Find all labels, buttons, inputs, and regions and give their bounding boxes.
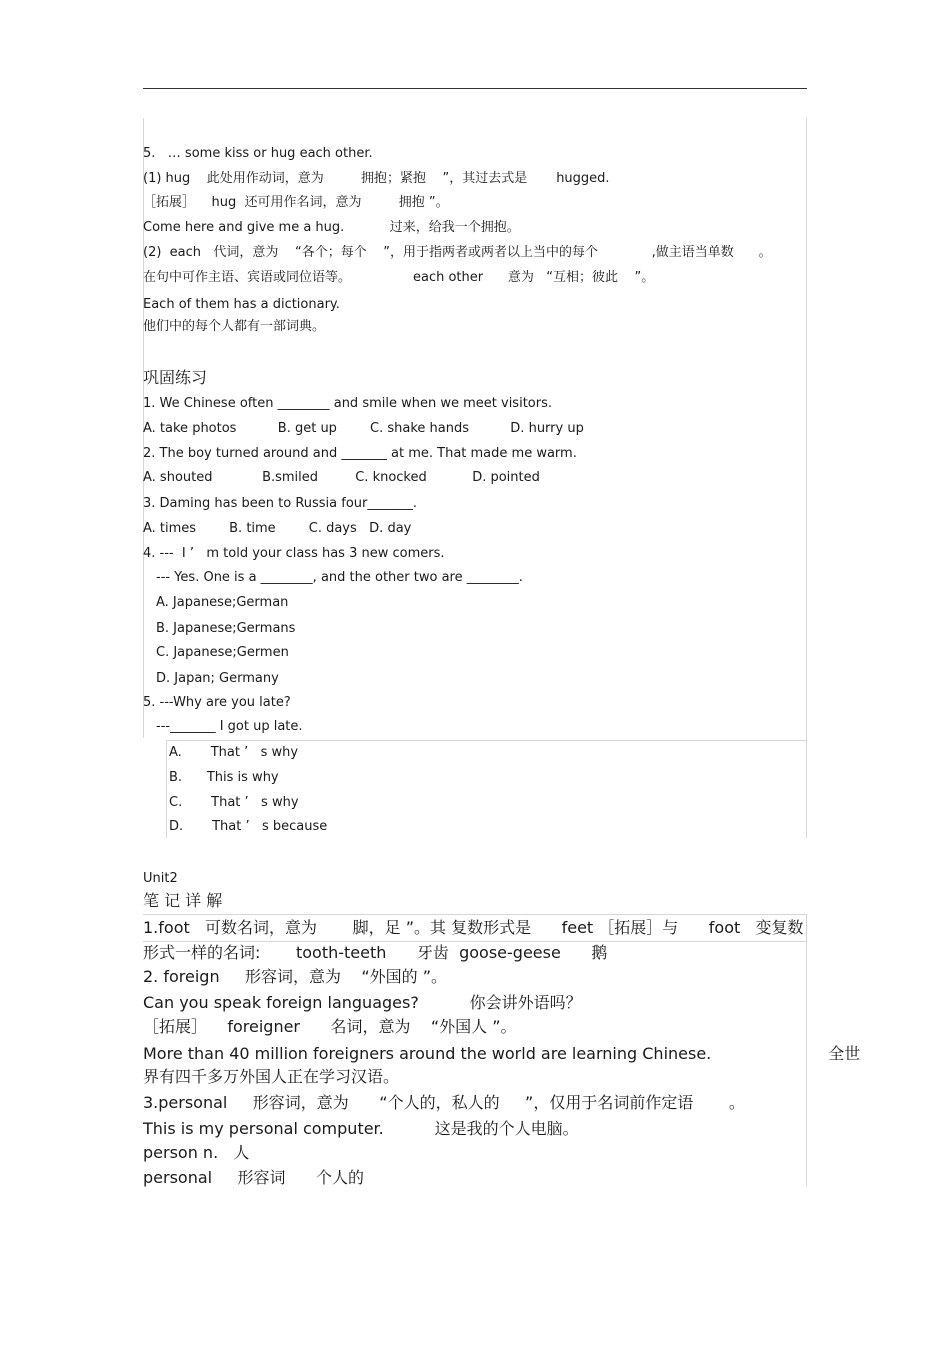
text-line: 5. … some kiss or hug each other. (143, 146, 373, 161)
text-line: 形式一样的名词: tooth-teeth 牙齿 goose-geese 鹅 (143, 943, 608, 962)
text-line: personal 形容词 个人的 (143, 1168, 365, 1187)
option-item: C. Japanese;Germen (156, 645, 289, 660)
text-line: This is my personal computer. 这是我的个人电脑。 (143, 1119, 579, 1138)
text-line: ［拓展］ foreigner 名词，意为 “外国人 ”。 (143, 1017, 517, 1036)
question-line: --- Yes. One is a ________, and the other two are ________. (156, 570, 523, 585)
option-item: A. Japanese;German (156, 595, 289, 610)
text-line: Can you speak foreign languages? 你会讲外语吗？ (143, 993, 582, 1012)
section-heading: 巩固练习 (143, 368, 208, 387)
options-line: A. shouted B.smiled C. knocked D. pointed (143, 470, 540, 485)
options-box-left (166, 740, 167, 838)
notes-box-top (143, 914, 807, 915)
text-line: 1.foot 可数名词，意为 脚，足 ”。其 复数形式是 feet ［拓展］与 foot 变复数 (143, 918, 804, 937)
notes-heading: 笔 记 详 解 (143, 891, 223, 910)
option-item: D. That ’ s because (169, 819, 328, 834)
text-line: person n. 人 (143, 1143, 250, 1162)
text-line: 3.personal 形容词，意为 “个人的，私人的 ”，仅用于名词前作定语 。 (143, 1093, 745, 1112)
options-line: A. take photos B. get up C. shake hands D. hurry up (143, 421, 584, 436)
text-line: (1) hug 此处用作动词，意为 拥抱；紧抱 ”，其过去式是 hugged. (143, 171, 610, 186)
question-line: 1. We Chinese often ________ and smile when we meet visitors. (143, 396, 552, 411)
options-line: A. times B. time C. days D. day (143, 521, 412, 536)
unit-title: Unit2 (143, 871, 178, 886)
option-item: C. That ’ s why (169, 795, 299, 810)
notes-box-mid (143, 941, 807, 942)
option-item: D. Japan; Germany (156, 671, 279, 686)
right-border (806, 118, 807, 838)
option-item: A. That ’ s why (169, 745, 299, 760)
text-line: (2) each 代词，意为 “各个；每个 ”，用于指两者或两者以上当中的每个 ,做主语当单数 。 (143, 245, 772, 260)
text-line: 在句中可作主语、宾语或同位语等。 each other 意为 “互相；彼此 ”。 (143, 270, 655, 285)
text-line: Each of them has a dictionary. (143, 297, 340, 312)
option-item: B. This is why (169, 770, 279, 785)
question-line: ---_______ I got up late. (156, 719, 303, 734)
question-line: 4. --- I ’ m told your class has 3 new comers. (143, 546, 445, 561)
text-line: More than 40 million foreigners around the world are learning Chinese. 全世 (143, 1044, 861, 1063)
top-rule (143, 88, 807, 89)
options-box-top (166, 740, 806, 741)
option-item: B. Japanese;Germans (156, 621, 296, 636)
question-line: 2. The boy turned around and _______ at me. That made me warm. (143, 446, 577, 461)
text-line: 他们中的每个人都有一部词典。 (143, 319, 326, 334)
question-line: 5. ---Why are you late? (143, 695, 291, 710)
text-line: 界有四千多万外国人正在学习汉语。 (143, 1067, 400, 1086)
question-line: 3. Daming has been to Russia four_______. (143, 496, 418, 511)
text-line: Come here and give me a hug. 过来，给我一个拥抱。 (143, 220, 520, 235)
text-line: ［拓展］ hug 还可用作名词，意为 拥抱 ”。 (143, 195, 449, 210)
text-line: 2. foreign 形容词，意为 “外国的 ”。 (143, 967, 448, 986)
